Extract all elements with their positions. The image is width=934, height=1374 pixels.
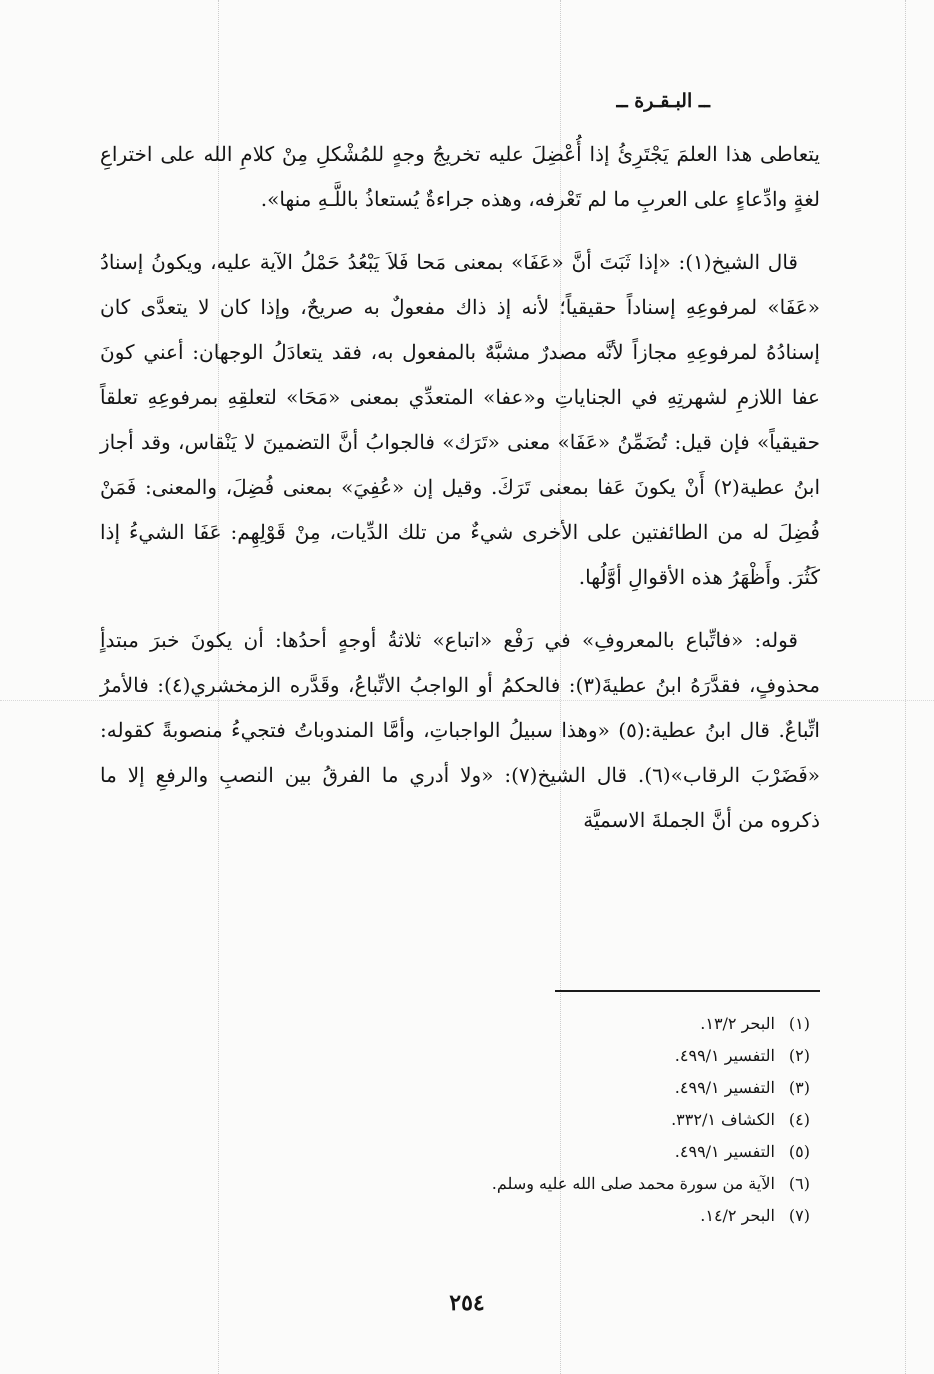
scan-artifact-line bbox=[905, 0, 906, 1374]
footnote-item bbox=[380, 1200, 810, 1232]
paragraph: يتعاطى هذا العلمَ يَجْتَرِئُ إذا أُعْضِلَ عليه تخريجُ وجهٍ للمُشْكلِ مِنْ كلامِ الله على اختراعِ لغةٍ وادِّعاءٍ على العربِ ما لم تَعْرفه، وهذه جراءةٌ يُستعاذُ باللَّـهِ منها». bbox=[100, 142, 820, 211]
footnotes-list bbox=[380, 1008, 810, 1232]
footnote-text: التفسير ٤٩٩/١. bbox=[674, 1142, 775, 1161]
footnote-number: (٣) bbox=[788, 1078, 810, 1097]
footnote-number: (٦) bbox=[788, 1174, 810, 1193]
page-number: ٢٥٤ bbox=[449, 1290, 485, 1316]
footnote-item bbox=[380, 1168, 810, 1200]
footnote-text: البحر ١٤/٢. bbox=[700, 1206, 775, 1225]
footnote-item bbox=[380, 1008, 810, 1040]
footnote-item bbox=[380, 1040, 810, 1072]
footnote-number: (٧) bbox=[788, 1206, 810, 1225]
footnote-number: (٢) bbox=[788, 1046, 810, 1065]
footnote-number: (١) bbox=[788, 1014, 810, 1033]
footnote-number: (٤) bbox=[788, 1110, 810, 1129]
footnote-item bbox=[380, 1104, 810, 1136]
footnote-item bbox=[380, 1072, 810, 1104]
running-header: ــ البـقـرة ــ bbox=[616, 90, 710, 112]
paragraph: قال الشيخ(١): «إذا ثَبَتَ أنَّ «عَفَا» بمعنى مَحا فَلاَ يَبْعُدُ حَمْلُ الآية عليه، ويكونُ إسنادُ «عَفَا» لمرفوعِهِ إسناداً حقيقياً؛ لأنه إذ ذاك مفعولٌ به صريحٌ، وإذا كان لا يتعدَّى كان إسنادُهُ لمرفوعِهِ مجازاً لأنَّه مصدرٌ مشبَّهٌ بالمفعول به، فقد يتعادَلُ الوجهان: أعني كونَ عفا اللازمِ لشهرتِهِ في الجناياتِ و«عفا» المتعدِّي بمعنى «مَحَا» لتعلقِهِ بمرفوعِهِ تعلقاً حقيقياً» فإن قيل: تُضَمِّنُ «عَفَا» معنى «تَرَك» فالجوابُ أنَّ التضمينَ لا يَنْقاس، وقد أجاز ابنُ عطية(٢) أَنْ يكونَ عَفا بمعنى تَرَكَ. وقيل إن «عُفِيَ» بمعنى فُضِلَ، والمعنى: فَمَنْ فُضِلَ له من الطائفتين على الأخرى شيءٌ من تلك الدِّيات، مِنْ قَوْلِهِم: عَفَا الشيءُ إذا كَثُرَ. وأَظْهَرُ هذه الأقوالِ أوَّلُها. bbox=[100, 250, 820, 589]
footnote-text: التفسير ٤٩٩/١. bbox=[674, 1078, 775, 1097]
footnote-item bbox=[380, 1136, 810, 1168]
footnote-text: الكشاف ٣٣٢/١. bbox=[671, 1110, 775, 1129]
footnote-text: البحر ١٣/٢. bbox=[700, 1014, 775, 1033]
footnote-text: الآية من سورة محمد صلى الله عليه وسلم. bbox=[491, 1174, 775, 1193]
footnote-text: التفسير ٤٩٩/١. bbox=[674, 1046, 775, 1065]
paragraph: قوله: «فاتِّباع بالمعروفِ» في رَفْع «اتباع» ثلاثةُ أوجهٍ أحدُها: أن يكونَ خبرَ مبتدأٍ محذوفٍ، فقدَّرَهُ ابنُ عطيةَ(٣): فالحكمُ أو الواجبُ الاتِّباعُ، وقَدَّره الزمخشري(٤): فالأمرُ اتِّباعٌ. قال ابنُ عطية:(٥) «وهذا سبيلُ الواجباتِ، وأمَّا المندوباتُ فتجيءُ منصوبةً كقوله: «فَضَرْبَ الرقاب»(٦). قال الشيخ(٧): «ولا أدري ما الفرقُ بين النصبِ والرفعِ إلا ما ذكروه من أنَّ الجملةَ الاسميَّة bbox=[100, 628, 820, 832]
footnote-number: (٥) bbox=[788, 1142, 810, 1161]
main-text bbox=[100, 132, 820, 861]
footnote-separator bbox=[555, 990, 820, 992]
